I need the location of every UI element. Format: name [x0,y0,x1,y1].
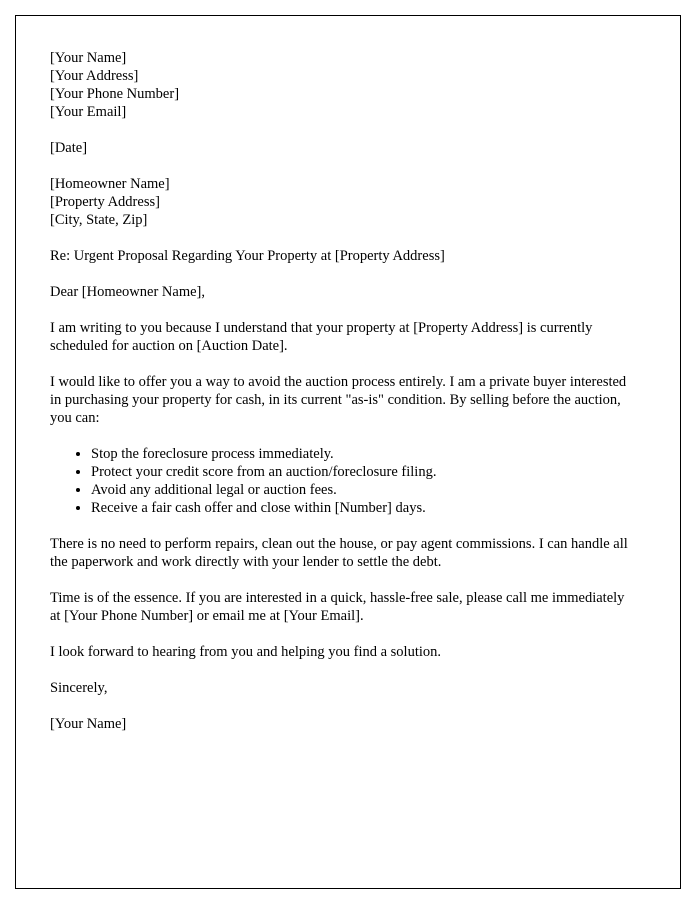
subject-line: Re: Urgent Proposal Regarding Your Property at [Property Address] [50,248,445,264]
date-line: [Date] [50,140,88,156]
paragraph-lookforward: I look forward to hearing from you and helping you find a solution. [50,644,442,660]
recipient-name: [Homeowner Name] [50,176,170,192]
letter-document [15,15,681,889]
paragraph-intro: I am writing to you because I understand that your property at [Property Address] is currently scheduled for auction on [Auction Date]. [50,320,593,354]
sender-email: [Your Email] [50,104,127,120]
paragraph-no-repairs: There is no need to perform repairs, clean out the house, or pay agent commissions. I can handle all the paperwork and work directly with your lender to settle the debt. [50,536,628,570]
closing: Sincerely, [50,680,108,696]
sender-phone: [Your Phone Number] [50,86,180,102]
recipient-address: [Property Address] [50,194,160,210]
sender-block [50,49,632,121]
sender-address: [Your Address] [50,68,139,84]
paragraph-urgency: Time is of the essence. If you are interested in a quick, hassle-free sale, please call me immediately at [Your Phone Number] or email me at [Your Email]. [50,590,625,624]
list-item-stop-foreclosure: • Stop the foreclosure process immediately. [91,445,632,463]
list-item-avoid-fees: • Avoid any additional legal or auction fees. [91,481,632,499]
recipient-city-state-zip: [City, State, Zip] [50,212,148,228]
recipient-block [50,175,632,229]
sender-name: [Your Name] [50,50,127,66]
signature: [Your Name] [50,716,127,732]
benefits-list [50,445,632,517]
letter-content [50,49,632,733]
list-item-protect-credit: • Protect your credit score from an auction/foreclosure filing. [91,463,632,481]
salutation: Dear [Homeowner Name], [50,284,205,300]
paragraph-offer: I would like to offer you a way to avoid the auction process entirely. I am a private buyer interested in purchasing your property for cash, in its current "as-is" condition. By selling before the auction, you can: [50,374,627,426]
list-item-cash-offer: • Receive a fair cash offer and close within [Number] days. [91,499,632,517]
